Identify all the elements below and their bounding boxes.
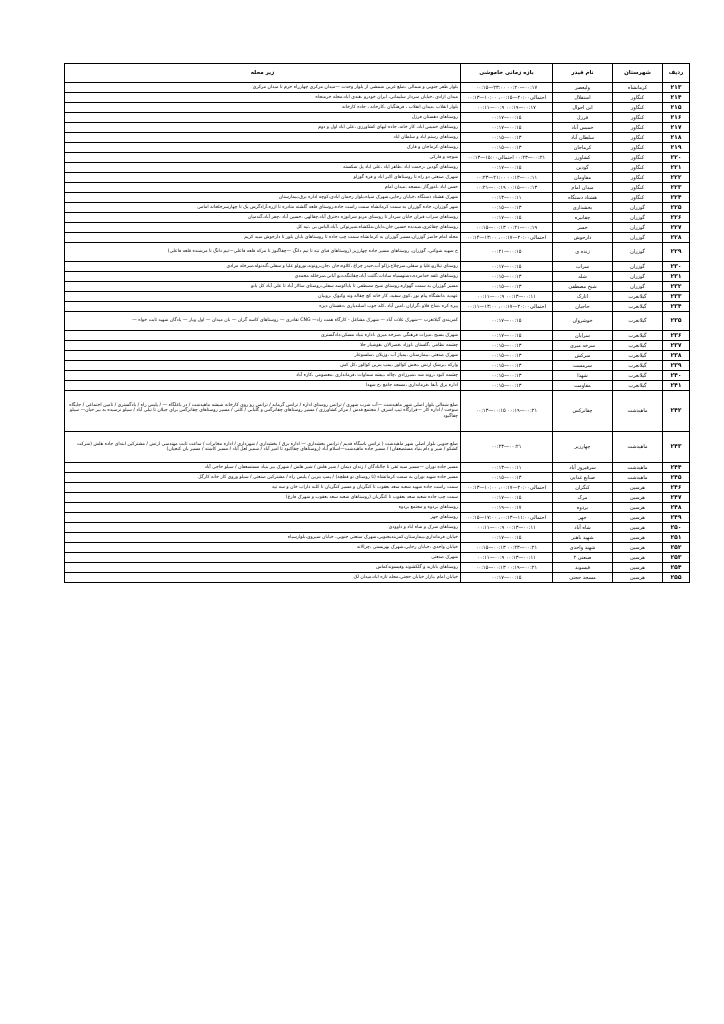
row-number-cell: ۲۳۵ [663,312,690,331]
feeder-name-cell: خمیس آباد [553,123,613,133]
sub-area-cell: شهرک صنعتی دو راه تا روستاهای اکبر اباد و فره گوزلو [65,173,461,183]
row-number-cell: ۲۴۹ [663,513,690,523]
county-cell: ماهیدشت [613,432,663,463]
county-cell: گیلانغرب [613,351,663,361]
blackout-schedule-table [64,63,690,583]
county-cell: گوزران [613,262,663,272]
county-cell: گوزران [613,243,663,262]
row-number-cell: ۲۱۶ [663,113,690,123]
outage-time-cell: احتمالی۲۰:۰۰—۰۰:۱۷، ۱۳:۰۰—۰۰:۱۱ [461,302,553,312]
sub-area-cell: روستاهای رستم اباد و سلطان اباد [65,133,461,143]
table-row [65,543,690,553]
feeder-name-cell: سلطان آباد [553,133,613,143]
sub-area-cell: سمت چپ جاده شعبه سعد بعقوب تا کنگزبان (روستاهای شعبه سعد بعقوب و شهرک فارغ) [65,493,461,503]
outage-time-cell: ۰۰:۱۱—۰۰:۱۳ ۲۱:۰۰—۰۰:۲۳ [461,173,553,183]
outage-time-cell: ۰۰:۱۵—۰۰:۲۱ [461,243,553,262]
outage-time-cell: ۰۰:۱۳—۰۰:۱۵ [461,371,553,381]
county-cell: کنگاور [613,173,663,183]
row-number-cell: ۲۳۷ [663,341,690,351]
feeder-name-cell: صنعتی ۲ [553,553,613,563]
outage-time-cell: ۰۰:۱۵—۰۰:۱۷ [461,331,553,341]
row-number-cell: ۲۴۰ [663,371,690,381]
outage-time-cell: احتمالی۲۰:۰۰—۰۰:۱۷، ۱۰:۰۰—۰۰:۱۳ [461,483,553,493]
sub-area-cell: چشمه کبود ،رونه شد ،شیرزادی ،چاله ،بیشه سماوات ،فرمانداری ،معصومی ،کازه آباد [65,371,461,381]
row-number-cell: ۲۱۵ [663,103,690,113]
outage-time-cell: ۰۰:۱۳—۰۰:۱۵ [461,272,553,282]
feeder-name-cell: مسجد حجتی [553,573,613,583]
sub-area-cell: روستاهای بردوه و مجتمع بردوه [65,503,461,513]
sub-area-cell: روستاهای شرک و شاه اباد و داوودی [65,523,461,533]
table-row [65,183,690,193]
feeder-name-cell: خوشروان [553,312,613,331]
header-outage-time: بازه زمانی خاموشی [461,64,553,83]
row-number-cell: ۲۲۰ [663,153,690,163]
table-row [65,341,690,351]
outage-time-cell: ۰۰:۱۷—۰۰:۲۰ ۲۳:۰۰—۰۰:۱۵ [461,83,553,93]
outage-time-cell: ۰۰:۱۳—۰۰:۱۵ [461,341,553,351]
feeder-name-cell: فیسوند [553,563,613,573]
table-row [65,391,690,432]
outage-time-cell: ۰۰:۲۱—۰۰:۲۳ احتمالی۱۵:۰۰—۰۰:۱۳ [461,153,553,163]
row-number-cell: ۲۴۵ [663,473,690,483]
outage-time-cell: ۰۰:۱۵—۰۰:۱۷ [461,262,553,272]
sub-area-cell: خیابان فرمانداری،بیمارستان،کمربندیجنوبی،شهرک سنعتی جنوبی، خیابان شیروی،بلوارسیاه [65,533,461,543]
row-number-cell: ۲۵۲ [663,543,690,553]
county-cell: کنگاور [613,93,663,103]
county-cell: گیلانغرب [613,292,663,302]
sub-area-cell: بلوار ظفر جنوبی و شمالی ،ضلع غربی شمشی از بلوار وحدت —میدان مرکزی چهارراه خرم تا میدان مرکزی [65,83,461,93]
row-number-cell: ۲۳۶ [663,331,690,341]
feeder-name-cell: مقاومان [553,173,613,183]
feeder-name-cell: شهدا [553,371,613,381]
feeder-name-cell: خسر [553,223,613,233]
county-cell: گیلانغرب [613,361,663,371]
sub-area-cell: کمربندی گیلانغرب —شهرک علات آباد — شهرک مشاغل - کارگاه همت زاد— CNG تقادری — روستاهای کاسه گران — بان میدان — اول ویار — یادگان شهید ثابت خواه — [65,312,461,331]
outage-time-cell: ۰۰:۱۵—۰۰:۱۷ [461,493,553,503]
table-row [65,133,690,143]
county-cell: کنگاور [613,113,663,123]
sub-area-cell: حسن اباد ،امورگاز ،مسجد ،میدان امام [65,183,461,193]
feeder-name-cell: میدان امام [553,183,613,193]
outage-time-cell: ۰۰:۱۳—۰۰:۱۵ [461,203,553,213]
outage-time-cell: احتمالی۲۰:۰۰—۰۰:۱۷، ۱۳:۰۰—۰۰:۱۴ [461,233,553,243]
row-number-cell: ۲۱۹ [663,143,690,153]
county-cell: کنگاور [613,183,663,193]
county-cell: هرسین [613,563,663,573]
feeder-name-cell: گودین [553,163,613,173]
county-cell: گوزران [613,233,663,243]
table-row [65,331,690,341]
row-number-cell: ۲۲۹ [663,243,690,262]
row-number-cell: ۲۲۷ [663,223,690,233]
county-cell: کرمانشاه [613,83,663,93]
county-cell: گیلانغرب [613,341,663,351]
county-cell: هرسین [613,573,663,583]
feeder-name-cell: سرفیروز آباد [553,463,613,473]
sub-area-cell: روستاهای بابازید و گلکشوند وفیسوندکماس [65,563,461,573]
row-number-cell: ۲۲۶ [663,213,690,223]
sub-area-cell: روستاهای سراب قبران جابان سردار تا روستای مرنو شرانوزه دخترق آباد،چقالهی ،حسین آباد ،چفر آباد،گندمیان [65,213,461,223]
table-row [65,371,690,381]
row-number-cell: ۲۲۵ [663,203,690,213]
table-row [65,473,690,483]
row-number-cell: ۲۳۳ [663,292,690,302]
row-number-cell: ۲۳۹ [663,361,690,371]
county-cell: گوزران [613,213,663,223]
table-row [65,223,690,233]
table-row [65,513,690,523]
outage-time-cell: ۰۰:۱۳—۰۰:۱۵ [461,473,553,483]
table-row [65,493,690,503]
county-cell: گیلانغرب [613,371,663,381]
table-row [65,432,690,463]
sub-area-cell: محله امام حاضر گوزران،مسیر گوزران به کرمانشاه سمت چپ جاده تا روستاهای بابان بلور تا دارحوش سید کریم [65,233,461,243]
county-cell: ماهیدشت [613,391,663,432]
table-row [65,153,690,163]
row-number-cell: ۲۳۴ [663,302,690,312]
county-cell: گیلانغرب [613,302,663,312]
sub-area-cell: مسیر گوزران به سمت گهواره،روستای شیخ مصطفی تا باباکوسه سفلی،روستای سالار آباد تا علی آباد کل بانو [65,282,461,292]
row-number-cell: ۲۳۱ [663,272,690,282]
sub-area-cell: روستاهای چقاغزی،شیدنده حسین خان،دایان،ملکشاه،شیرنوکی ،آباد،الیاس بی ،تبه کل [65,223,461,233]
feeder-name-cell: شیخ مصطفی [553,282,613,292]
table-row [65,503,690,513]
table-row [65,533,690,543]
feeder-name-cell: شاه آباد [553,523,613,533]
sub-area-cell: عهدیه ،دانشگاه پیام نور ،کوی سفید، کار خانه کچ چقاله وند وکیوک ،روبیان [65,292,461,302]
row-number-cell: ۲۴۴ [663,463,690,473]
row-number-cell: ۲۵۳ [663,553,690,563]
row-number-cell: ۲۲۴ [663,193,690,203]
header-feeder-name: نام فیدر [553,64,613,83]
row-number-cell: ۲۱۴ [663,93,690,103]
feeder-name-cell: کشاورز [553,153,613,163]
row-number-cell: ۲۴۱ [663,381,690,391]
outage-time-cell: ۰۰:۱۵—۰۰:۱۷ [461,113,553,123]
sub-area-cell: روستای تیلارو،علیا و سفلی،سرچلاخ،زالو آب،حیدر چراغ ،کلاوه،جان ،جان،روتوند،نورولو علیا و سفلی،گندنوله،سرخله مرادی [65,262,461,272]
feeder-name-cell: ولیعصر [553,83,613,93]
sub-area-cell: شهرک صنعتی [65,553,461,563]
sub-area-cell: روستاهای گودین ،رحمت اباد ،طاهر اباد ،علی اباد پل شکسته [65,163,461,173]
table-row [65,173,690,183]
table-row [65,483,690,493]
feeder-name-cell: شله [553,272,613,282]
sub-area-cell: چشمه نظامی ،گلستان ،اوزاد ،قصرالان ،هوشیار جلا [65,341,461,351]
county-cell: کنگاور [613,133,663,143]
county-cell: کنگاور [613,163,663,173]
table-row [65,463,690,473]
sub-area-cell: شهرک صنعتی ،بیمارستان ،پمپاژ آب ،وزیلان ،سلسوعار [65,351,461,361]
row-number-cell: ۲۱۸ [663,133,690,143]
county-cell: هرسین [613,513,663,523]
outage-time-cell: ۰۰:۲۱—۰۰:۲۳ ۰۰:۱۳—۰۰:۱۵ [461,543,553,553]
feeder-name-cell: شهید واحدی [553,543,613,553]
row-number-cell: ۲۲۲ [663,173,690,183]
feeder-name-cell: استقلال [553,93,613,103]
outage-time-cell: ۰۰:۱۳—۰۰:۱۵ [461,133,553,143]
outage-time-cell: ۰۰:۱۳—۰۰:۱۵ [461,351,553,361]
table-row [65,243,690,262]
row-number-cell: ۲۵۴ [663,563,690,573]
outage-time-cell: ۰۰:۱۵—۰۰:۱۷ [461,533,553,543]
table-row [65,213,690,223]
outage-time-cell: ۰۰:۲۱—۰۰:۱۹ ۰۰:۱۳—۰۰:۱۵ [461,563,553,573]
county-cell: کنگاور [613,123,663,133]
outage-time-cell: ۰۰:۱۱—۰۰:۱۳ [461,463,553,473]
sub-area-cell: وارکه ،برشک ارتش ،بخش کوالور ،پمپ بنزین کوالور ،کل کش [65,361,461,371]
table-row [65,83,690,93]
table-row [65,351,690,361]
county-cell: هرسین [613,533,663,543]
outage-time-cell: ۰۰:۱۷—۰۰:۱۹ ۰۰:۹—۰۰:۱۱ [461,103,553,113]
feeder-name-cell: سراب [553,262,613,272]
table-row [65,113,690,123]
row-number-cell: ۲۴۶ [663,483,690,493]
sub-area-cell: مسیر جاده شهید نوران به سمت کرمانشاه (تا روستای تو قطچه) / پمپ بنزین / پلیس راه / مشترکین صنعتی / سیلو وروی کار خانه کارگل [65,473,461,483]
sub-area-cell: شهرک هشتاد دستگاه ،خیابان رجایی،شهرک سپاه،بلوار رحمان ابادی،کوچه اداره برق،بیمارستان [65,193,461,203]
table-row [65,93,690,103]
outage-time-cell: ۰۰:۱۱—۰۰:۱۳ [461,193,553,203]
feeder-name-cell: شهید باهنر [553,533,613,543]
feeder-name-cell: چهارزبر [553,432,613,463]
county-cell: ماهیدشت [613,473,663,483]
feeder-name-cell: مقاومت [553,381,613,391]
county-cell: گوزران [613,223,663,233]
feeder-name-cell: دارحوش [553,233,613,243]
table-row [65,233,690,243]
outage-time-cell: ۰۰:۱۳—۰۰:۱۵ [461,143,553,153]
row-number-cell: ۲۲۸ [663,233,690,243]
row-number-cell: ۲۱۷ [663,123,690,133]
outage-time-cell: ۰۰:۱۷—۰۰:۱۹ [461,503,553,513]
row-number-cell: ۲۳۲ [663,282,690,292]
feeder-name-cell: اتارک [553,292,613,302]
outage-time-cell: ۰۰:۱۵—۰۰:۱۷ [461,213,553,223]
feeder-name-cell: چقانیره [553,213,613,223]
county-cell: هرسین [613,503,663,513]
row-number-cell: ۲۱۳ [663,83,690,93]
table-body [65,83,690,583]
county-cell: گوزران [613,282,663,292]
outage-time-cell: ۰۰:۱۳—۰۰:۱۵ [461,282,553,292]
table-row [65,523,690,533]
feeder-name-cell: زنده ی [553,243,613,262]
row-number-cell: ۲۵۵ [663,573,690,583]
feeder-name-cell: کرماجان [553,143,613,153]
outage-time-cell: ۰۰:۱۱—۰۰:۱۳ ۰۰:۹—۰۰:۱۱ [461,553,553,563]
feeder-name-cell: ابن احوال [553,103,613,113]
outage-time-cell: ۰۰:۱۱—۰۰:۱۳ ۰۰:۹—۰۰:۱۱ [461,523,553,533]
table-row [65,272,690,282]
outage-time-cell: ۰۰:۱۳—۰۰:۱۵ [461,381,553,391]
feeder-name-cell: فرزل [553,113,613,123]
outage-time-cell: ۰۰:۱۵—۰۰:۱۷ [461,123,553,133]
sub-area-cell: روستاهای جهر [65,513,461,523]
table-row [65,193,690,203]
table-row [65,312,690,331]
feeder-name-cell: جهر [553,513,613,523]
county-cell: هرسین [613,553,663,563]
row-number-cell: ۲۴۳ [663,432,690,463]
outage-time-cell: ۰۰:۱۵—۰۰:۱۷ [461,163,553,173]
table-row [65,292,690,302]
sub-area-cell: خ شهید شوکتی، گوزران، روستاهای مسیر جاده چهارزبر (روستاهای قبای تیه تا تیم دانگ —چقاگنوز تا مرکه قلعه فاعلی—تیم دانگ تا مرشنده قلعه فاعلی) [65,243,461,262]
feeder-name-cell: بخشداری [553,203,613,213]
sub-area-cell: ضلع جنوبی بلوار اصلی شهر ماهیدشت ( ترانس باسگاه قدیم / ترانس بخشداری — اداره برق / بخشداری / شهرداری / اداره مخابرات / ساعت ثابت مهندسی ارتش / مشترکین ابتدای جاده هلش (شرکت کشکو / شیر و دام بنیاد مستضعفان) / مسیر جاده ماهیدشت—اسلام آباد (روستاهای چقاکبود تا امیر آباد / سمیر لعل آباد / مسیر کاشته / مسیر بان کنجیان) [65,432,461,463]
sub-area-cell: بلوار انقلاب ،میدان انقلاب ، فرهنگیان ،کارخانه ، جاده کارخانه [65,103,461,113]
table-row [65,262,690,272]
row-number-cell: ۲۲۳ [663,183,690,193]
county-cell: گیلانغرب [613,331,663,341]
table-row [65,103,690,113]
table-row [65,563,690,573]
sub-area-cell: شهرک بسیج ،میرات فرهنگی ،سرخه میری ،اداره بنیاد مسکن،دادگستری [65,331,461,341]
row-number-cell: ۲۴۷ [663,493,690,503]
feeder-name-cell: چقانرکس [553,391,613,432]
row-number-cell: ۲۵۱ [663,533,690,543]
row-number-cell: ۲۴۲ [663,391,690,432]
table-row [65,143,690,153]
row-number-cell: ۲۴۸ [663,503,690,513]
county-cell: هرسین [613,543,663,553]
table-row [65,553,690,563]
row-number-cell: ۲۲۱ [663,163,690,173]
sub-area-cell: اداره برق ،آبفا ،فرمانداری ،مسجد جامع ،خ شهدا [65,381,461,391]
outage-time-cell: ۰۰:۱۱—۰۰:۱۳ ۰۰:۹—۰۰:۱۱ [461,292,553,302]
sub-area-cell: پیره کره ،شاخ قلاو ،گراران ،امین آباد ،کله جوب اسلندیاری ،دهستان دیره [65,302,461,312]
outage-time-cell: ۰۰:۱۳—۰۰:۱۵ [461,361,553,371]
feeder-name-cell: کنگزان [553,483,613,493]
outage-time-cell: احتمالی۱۱:۰۰—۰۰:۱۳، ۱۷:۰۰—۰۰:۱۵ [461,513,553,523]
outage-time-cell: ۰۰:۱۹—۰۰:۲۱ ۰۰:۱۳—۰۰:۱۵ [461,223,553,233]
table-row [65,282,690,292]
feeder-name-cell: بردوه [553,503,613,513]
sub-area-cell: سمت راست جاده شهید شعبه سعد بعقوب تا کنگزبان و مسیر کنگزبان تا کلبه داراب خان و سه تپه [65,483,461,493]
outage-time-cell: ۰۰:۲۱—۰۰:۱۹ ۰۰:۱۵—۰۰:۱۳ [461,391,553,432]
sub-area-cell: خیابان واحدی ،خیابان رجایی،شهرک بهزیستی ،چرالانه [65,543,461,553]
table-row [65,123,690,133]
county-cell: گوزران [613,203,663,213]
sub-area-cell: میدان ازادی ،خیابان سردار سلیمانی، ایران خودرو ،هندی اباد،محله خرمنجاه [65,93,461,103]
sub-area-cell: ضلع شمالی بلوار اصلی شهر ماهیدشت —آب شرب شهری / ترانس روستای اداره / ترانس گرمابه / ترانس رو روی کارخانه شیشه ماهیدشت / در باغلگاه — / پلیس راه / بادگستری / تامین اجتماعی / جایگاه سوخت / اداره کار —قرارگاه تیپ اشرف / مجتمع قدس / مرکز کشاورزی / مسیر روستاهای چقانرگس و گلبابی / کلنی / مسیر روستاهای چقانرگس برای جیلان تا نیلی آباد / سیلو نرسیده به بیر حیان— سیلو چقاگبود [65,391,461,432]
feeder-name-cell: سرکش [553,351,613,361]
feeder-name-cell: هشتاد دستگاه [553,193,613,203]
feeder-name-cell: سرخه میری [553,341,613,351]
header-sub-area: زیر محله [65,64,461,83]
feeder-name-cell: سرایان [553,331,613,341]
table-row [65,163,690,173]
feeder-name-cell: مرک [553,493,613,503]
sub-area-cell: شهر گوزران، جاده گوزران به سمت کرمانشاه سمت راست جاده،روستای قلعه گلشنه منادره تا ازره،آزادگرس یک تا چهارسرحلخانه امامی [65,203,461,213]
county-cell: هرسین [613,523,663,533]
sub-area-cell: مسیر جاده نوران —مسیر سیه ثقی تا جالنادگان / زندان دیمان / شیر هلش / شیر هلش / شهرک بیر بنیاد مستضعفان / سیلو حاجی آباد [65,463,461,473]
outage-time-cell: ۰۰:۱۵—۰۰:۱۷ [461,573,553,583]
county-cell: گیلانغرب [613,312,663,331]
table-header-row [65,64,690,83]
row-number-cell: ۲۵۰ [663,523,690,533]
table-row [65,361,690,371]
header-row-number: ردیف [663,64,690,83]
feeder-name-cell: سرمست [553,361,613,371]
sub-area-cell: روستاهای کرماجان و قارک [65,143,461,153]
county-cell: گوزران [613,272,663,282]
sub-area-cell: شوجه و فارکی [65,153,461,163]
table-row [65,573,690,583]
county-cell: کنگاور [613,153,663,163]
table-row [65,381,690,391]
feeder-name-cell: صنایع غذایی [553,473,613,483]
header-county: شهرستان [613,64,663,83]
feeder-name-cell: حاجیان [553,302,613,312]
outage-time-cell: ۰۰:۱۵—۰۰:۱۷ [461,312,553,331]
county-cell: کنگاور [613,193,663,203]
outage-time-cell: ۰۰:۲۱—۰۰:۲۳ [461,432,553,463]
table-row [65,302,690,312]
outage-time-cell: ۰۰:۱۳—۰۰:۱۵ ۰۰:۱۹—۰۰:۲۱ [461,183,553,193]
county-cell: ماهیدشت [613,463,663,473]
sub-area-cell: روستاهای خمیس اباد، کار خانه، جاده لیهای کشاورزی ،علی اباد اول و دوم [65,123,461,133]
county-cell: هرسین [613,493,663,503]
county-cell: کنگاور [613,103,663,113]
sub-area-cell: روستاهای دهستان فرزل [65,113,461,123]
table-row [65,203,690,213]
county-cell: گیلانغرب [613,381,663,391]
county-cell: هرسین [613,483,663,493]
sub-area-cell: خیابان امام ،بازار خیابان حجتی،محله تازه اباد،میدان لک [65,573,461,583]
outage-time-cell: احتمالی۲۰:۰۰—۰۰:۱۵، ۱۰:۰۰—۰۰:۱۳ [461,93,553,103]
row-number-cell: ۲۳۸ [663,351,690,361]
sub-area-cell: روستاهای تلفه خدامرده،دشتهسیاه سادات،گلنت آباد،چقاتنگه،دیو آبانی،سرخلله محمدی [65,272,461,282]
county-cell: کنگاور [613,143,663,153]
row-number-cell: ۲۳۰ [663,262,690,272]
